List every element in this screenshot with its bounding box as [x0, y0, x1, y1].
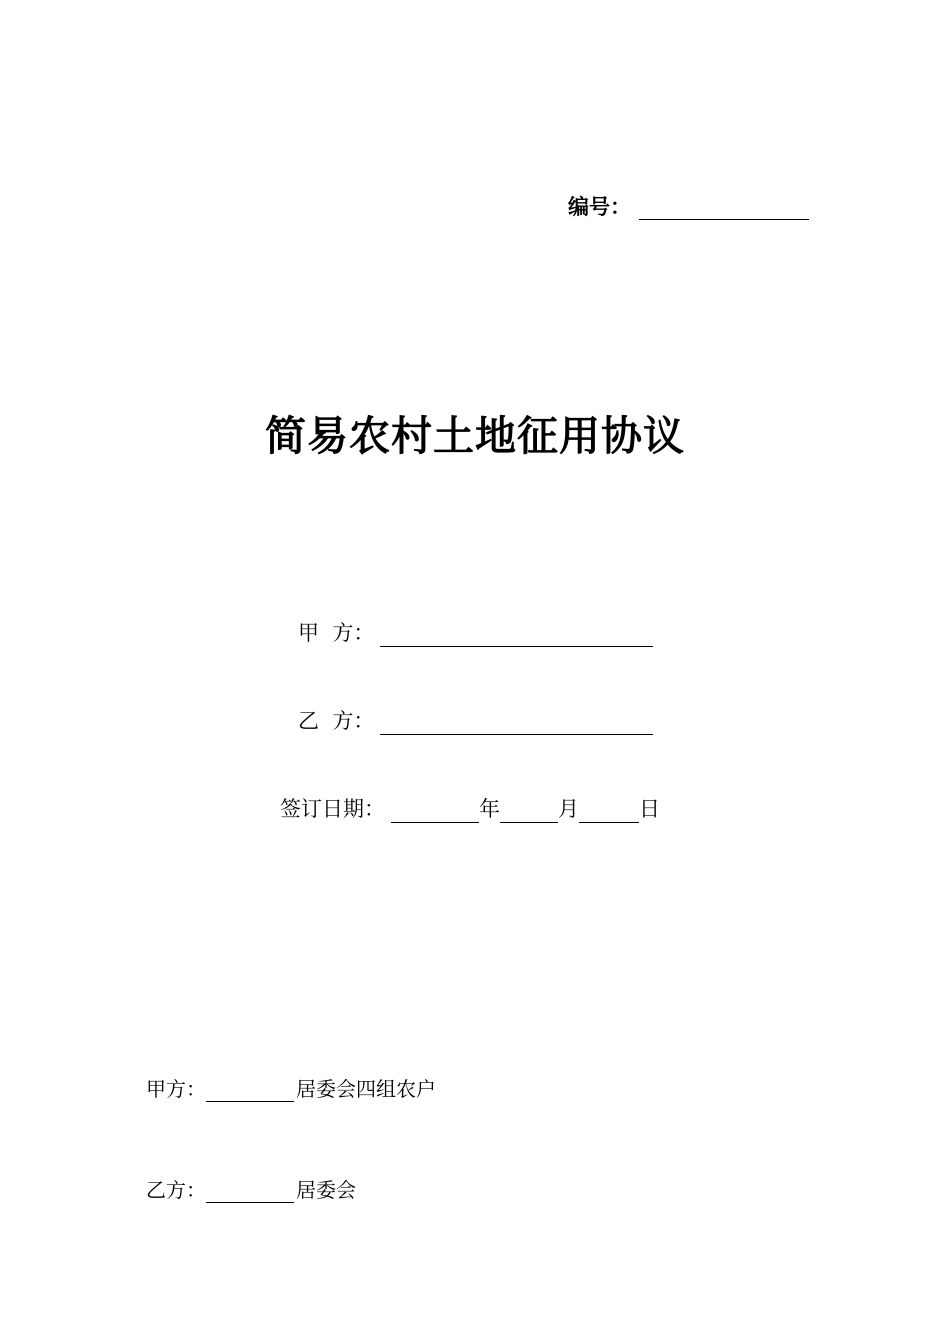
cover-party-a-row — [298, 619, 653, 647]
body-party-a-label: 甲方： — [146, 1077, 206, 1101]
document-title: 简易农村土地征用协议 — [265, 412, 685, 460]
month-label: 月 — [558, 797, 579, 821]
day-label: 日 — [639, 797, 660, 821]
body-party-a-blank[interactable] — [206, 1081, 294, 1102]
cover-party-a-label: 甲 方： — [298, 621, 375, 645]
body-party-b-value: 居委会 — [296, 1178, 356, 1202]
signing-date-row — [280, 795, 660, 823]
cover-party-a-blank[interactable] — [380, 624, 653, 647]
serial-number-blank[interactable] — [639, 197, 809, 220]
day-blank[interactable] — [579, 800, 639, 823]
serial-number-row — [568, 190, 809, 220]
body-party-a-row — [146, 1076, 436, 1102]
body-party-b-blank[interactable] — [206, 1182, 294, 1203]
signing-date-label: 签订日期： — [280, 797, 385, 821]
cover-party-b-row — [298, 707, 653, 735]
serial-number-label: 编号： — [568, 195, 631, 219]
month-blank[interactable] — [500, 800, 558, 823]
body-party-b-label: 乙方： — [146, 1178, 206, 1202]
body-party-b-row — [146, 1177, 356, 1203]
year-label: 年 — [479, 797, 500, 821]
year-blank[interactable] — [391, 800, 479, 823]
cover-party-b-label: 乙 方： — [298, 709, 375, 733]
cover-party-b-blank[interactable] — [380, 712, 653, 735]
body-party-a-value: 居委会四组农户 — [296, 1077, 436, 1101]
